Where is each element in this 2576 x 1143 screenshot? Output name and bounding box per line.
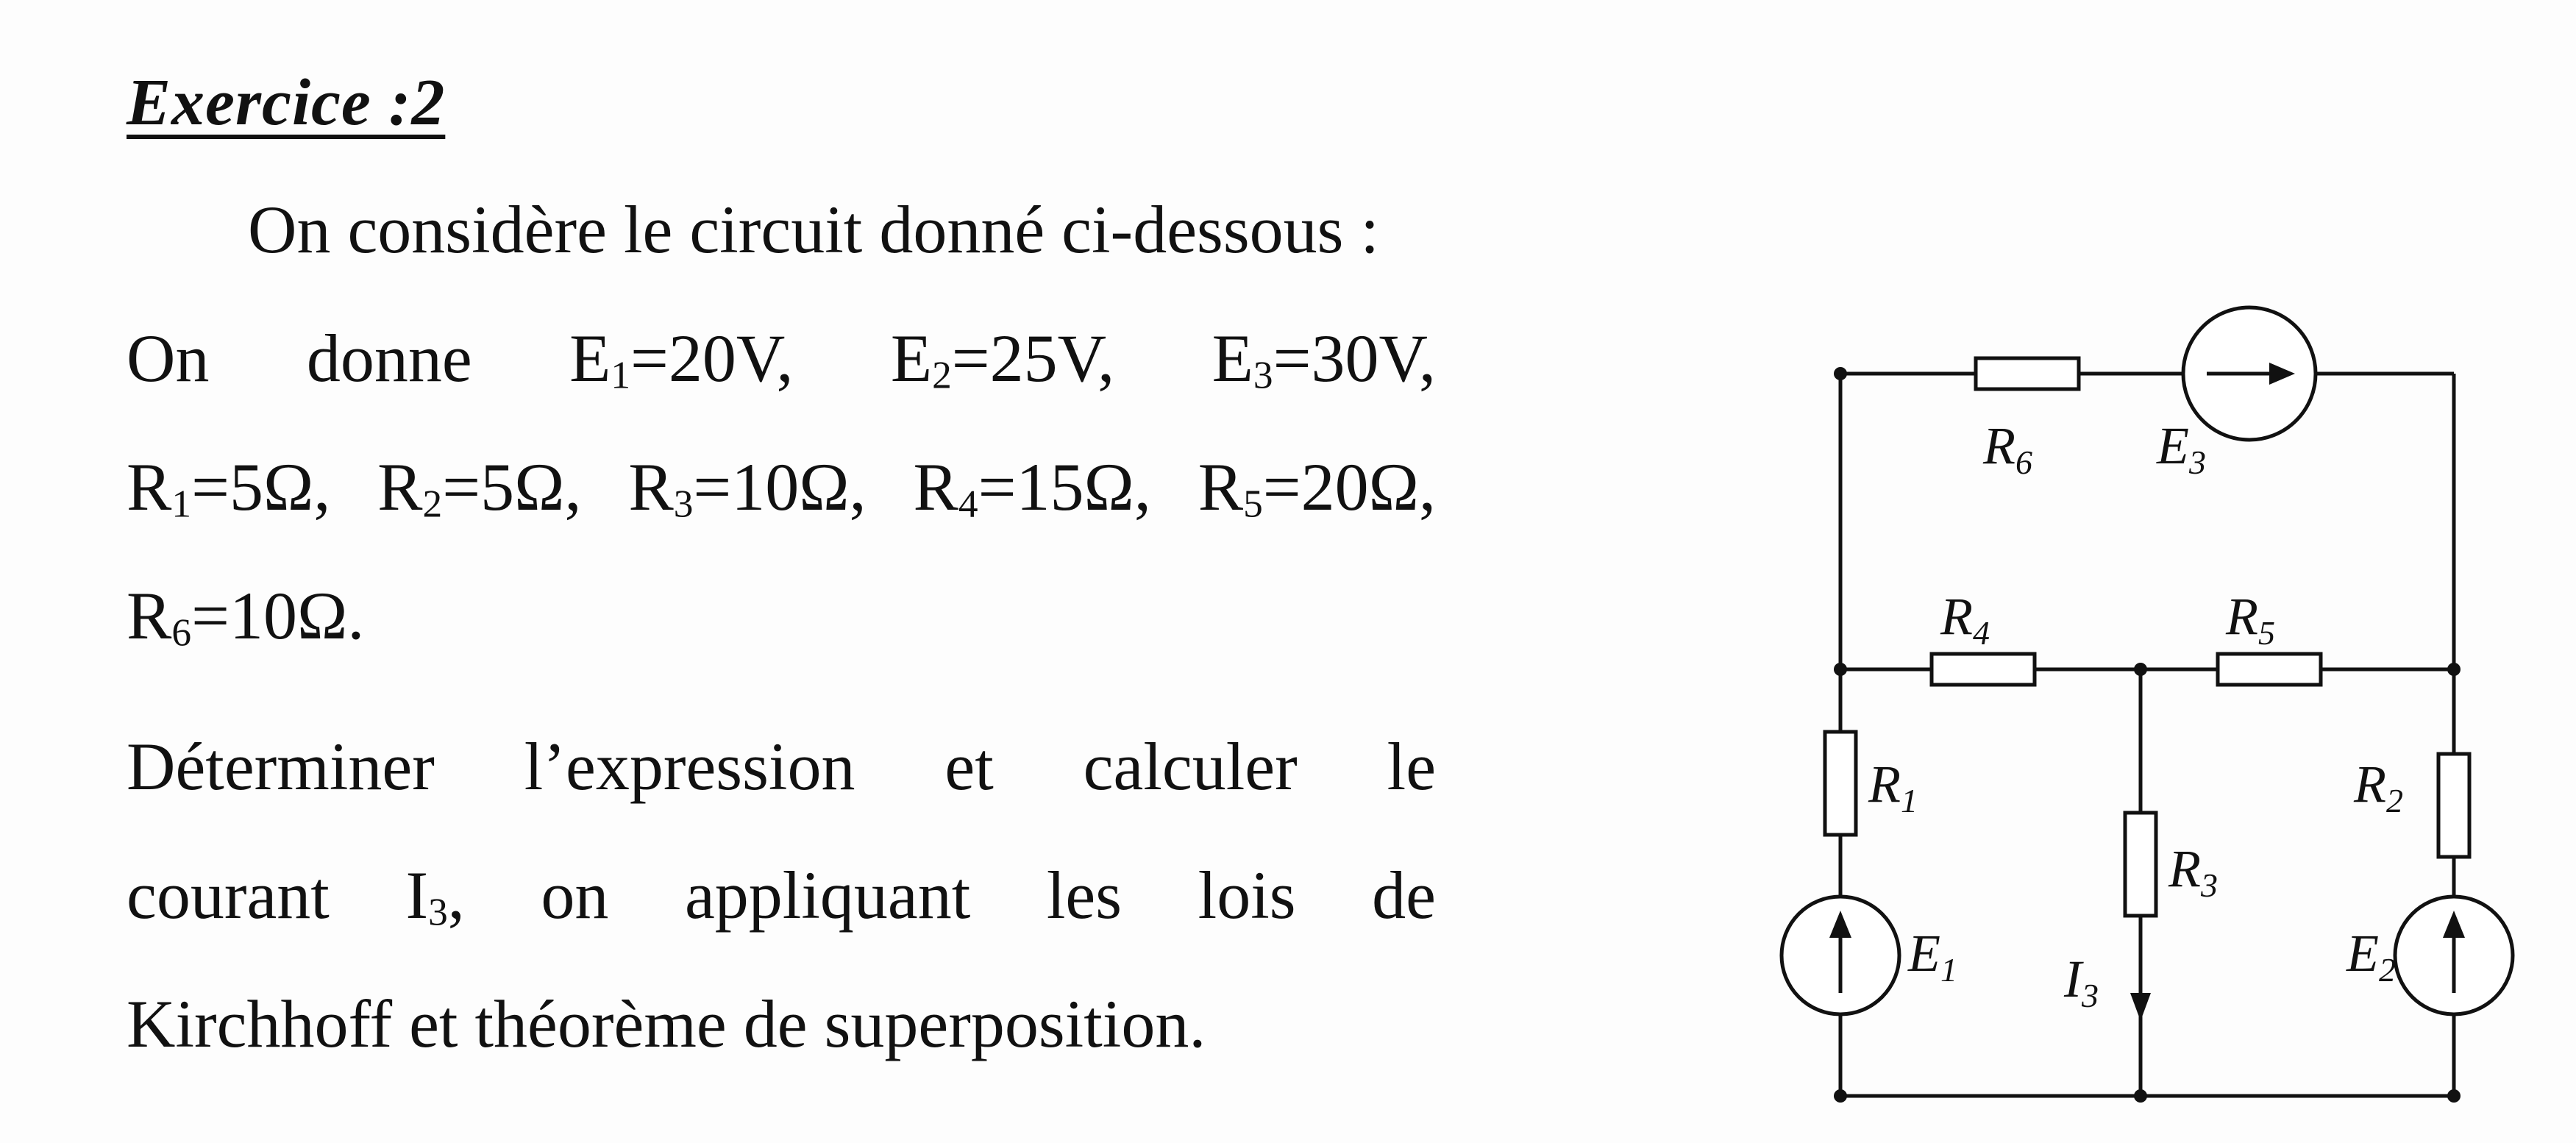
node-mid-left (1834, 663, 1847, 676)
task-word: de (1372, 858, 1437, 933)
task-word: courant (127, 858, 330, 933)
node-mid-right (2447, 663, 2461, 676)
label-E2: E2 (2346, 924, 2396, 989)
source-E2 (2395, 897, 2513, 1014)
given-E2: $E_2=25V$, (890, 321, 1115, 397)
task-line-3: Kirchhoff et théorème de superposition. (127, 986, 1206, 1061)
exercise-title: Exercice :2 (127, 66, 446, 139)
given-E1: $E_1=20V$, (569, 321, 794, 397)
current-I3-arrow (2130, 993, 2151, 1021)
task-word: Déterminer (127, 729, 435, 804)
task-word: les (1046, 858, 1122, 933)
task-word: l’expression (524, 729, 855, 804)
node-bottom-left (1834, 1089, 1847, 1103)
node-mid-center (2134, 663, 2147, 676)
values-line-3 (127, 552, 1436, 680)
given-R1: $R_1=5\Omega$, (127, 449, 331, 526)
label-E3: E3 (2157, 416, 2206, 481)
task-word: lois (1198, 858, 1296, 933)
intro-line: On considère le circuit donné ci-dessous : (248, 192, 1379, 267)
label-R2: R2 (2354, 755, 2403, 819)
resistor-R1 (1825, 732, 1856, 835)
resistor-R4 (1932, 654, 2035, 685)
source-E3 (2183, 307, 2316, 440)
given-R5: $R_5=20\Omega$, (1198, 449, 1437, 526)
task-word: calculer (1083, 729, 1298, 804)
circuit-svg (1751, 294, 2545, 1143)
task-word: on (541, 858, 609, 933)
task-line-1 (127, 702, 1436, 831)
on-donne-text: On donne (127, 321, 472, 396)
circuit-diagram (1751, 294, 2545, 1143)
given-R2: $R_2=5\Omega$, (377, 449, 582, 526)
resistor-R5 (2218, 654, 2321, 685)
given-R4: $R_4=15\Omega$, (913, 449, 1151, 526)
task-word: appliquant (684, 858, 971, 933)
given-E3: $E_3=30V$, (1211, 321, 1437, 397)
given-values (127, 294, 1436, 680)
source-E1 (1782, 897, 1899, 1014)
label-R5: R5 (2226, 587, 2275, 652)
current-I3-text: $I_3$, (405, 858, 465, 934)
given-R6: $R_6=10\Omega$. (127, 578, 365, 655)
label-R6: R6 (1983, 416, 2032, 481)
intro-paragraph (127, 165, 1436, 294)
resistor-R2 (2438, 754, 2469, 857)
task-paragraph (127, 702, 1436, 1089)
task-word: le (1387, 729, 1437, 804)
label-E1: E1 (1908, 924, 1957, 989)
label-R1: R1 (1868, 755, 1918, 819)
label-R3: R3 (2168, 839, 2218, 904)
task-word: et (944, 729, 994, 804)
task-line-2 (127, 831, 1436, 960)
values-line-1 (127, 294, 1436, 423)
values-line-2 (127, 423, 1436, 552)
node-top-left (1834, 367, 1847, 380)
node-bottom-right (2447, 1089, 2461, 1103)
resistor-R3 (2125, 813, 2156, 916)
resistor-R6 (1976, 358, 2079, 389)
label-R4: R4 (1940, 587, 1990, 652)
given-R3: $R_3=10\Omega$, (628, 449, 867, 526)
label-I3: I3 (2064, 950, 2099, 1014)
node-bottom-center (2134, 1089, 2147, 1103)
